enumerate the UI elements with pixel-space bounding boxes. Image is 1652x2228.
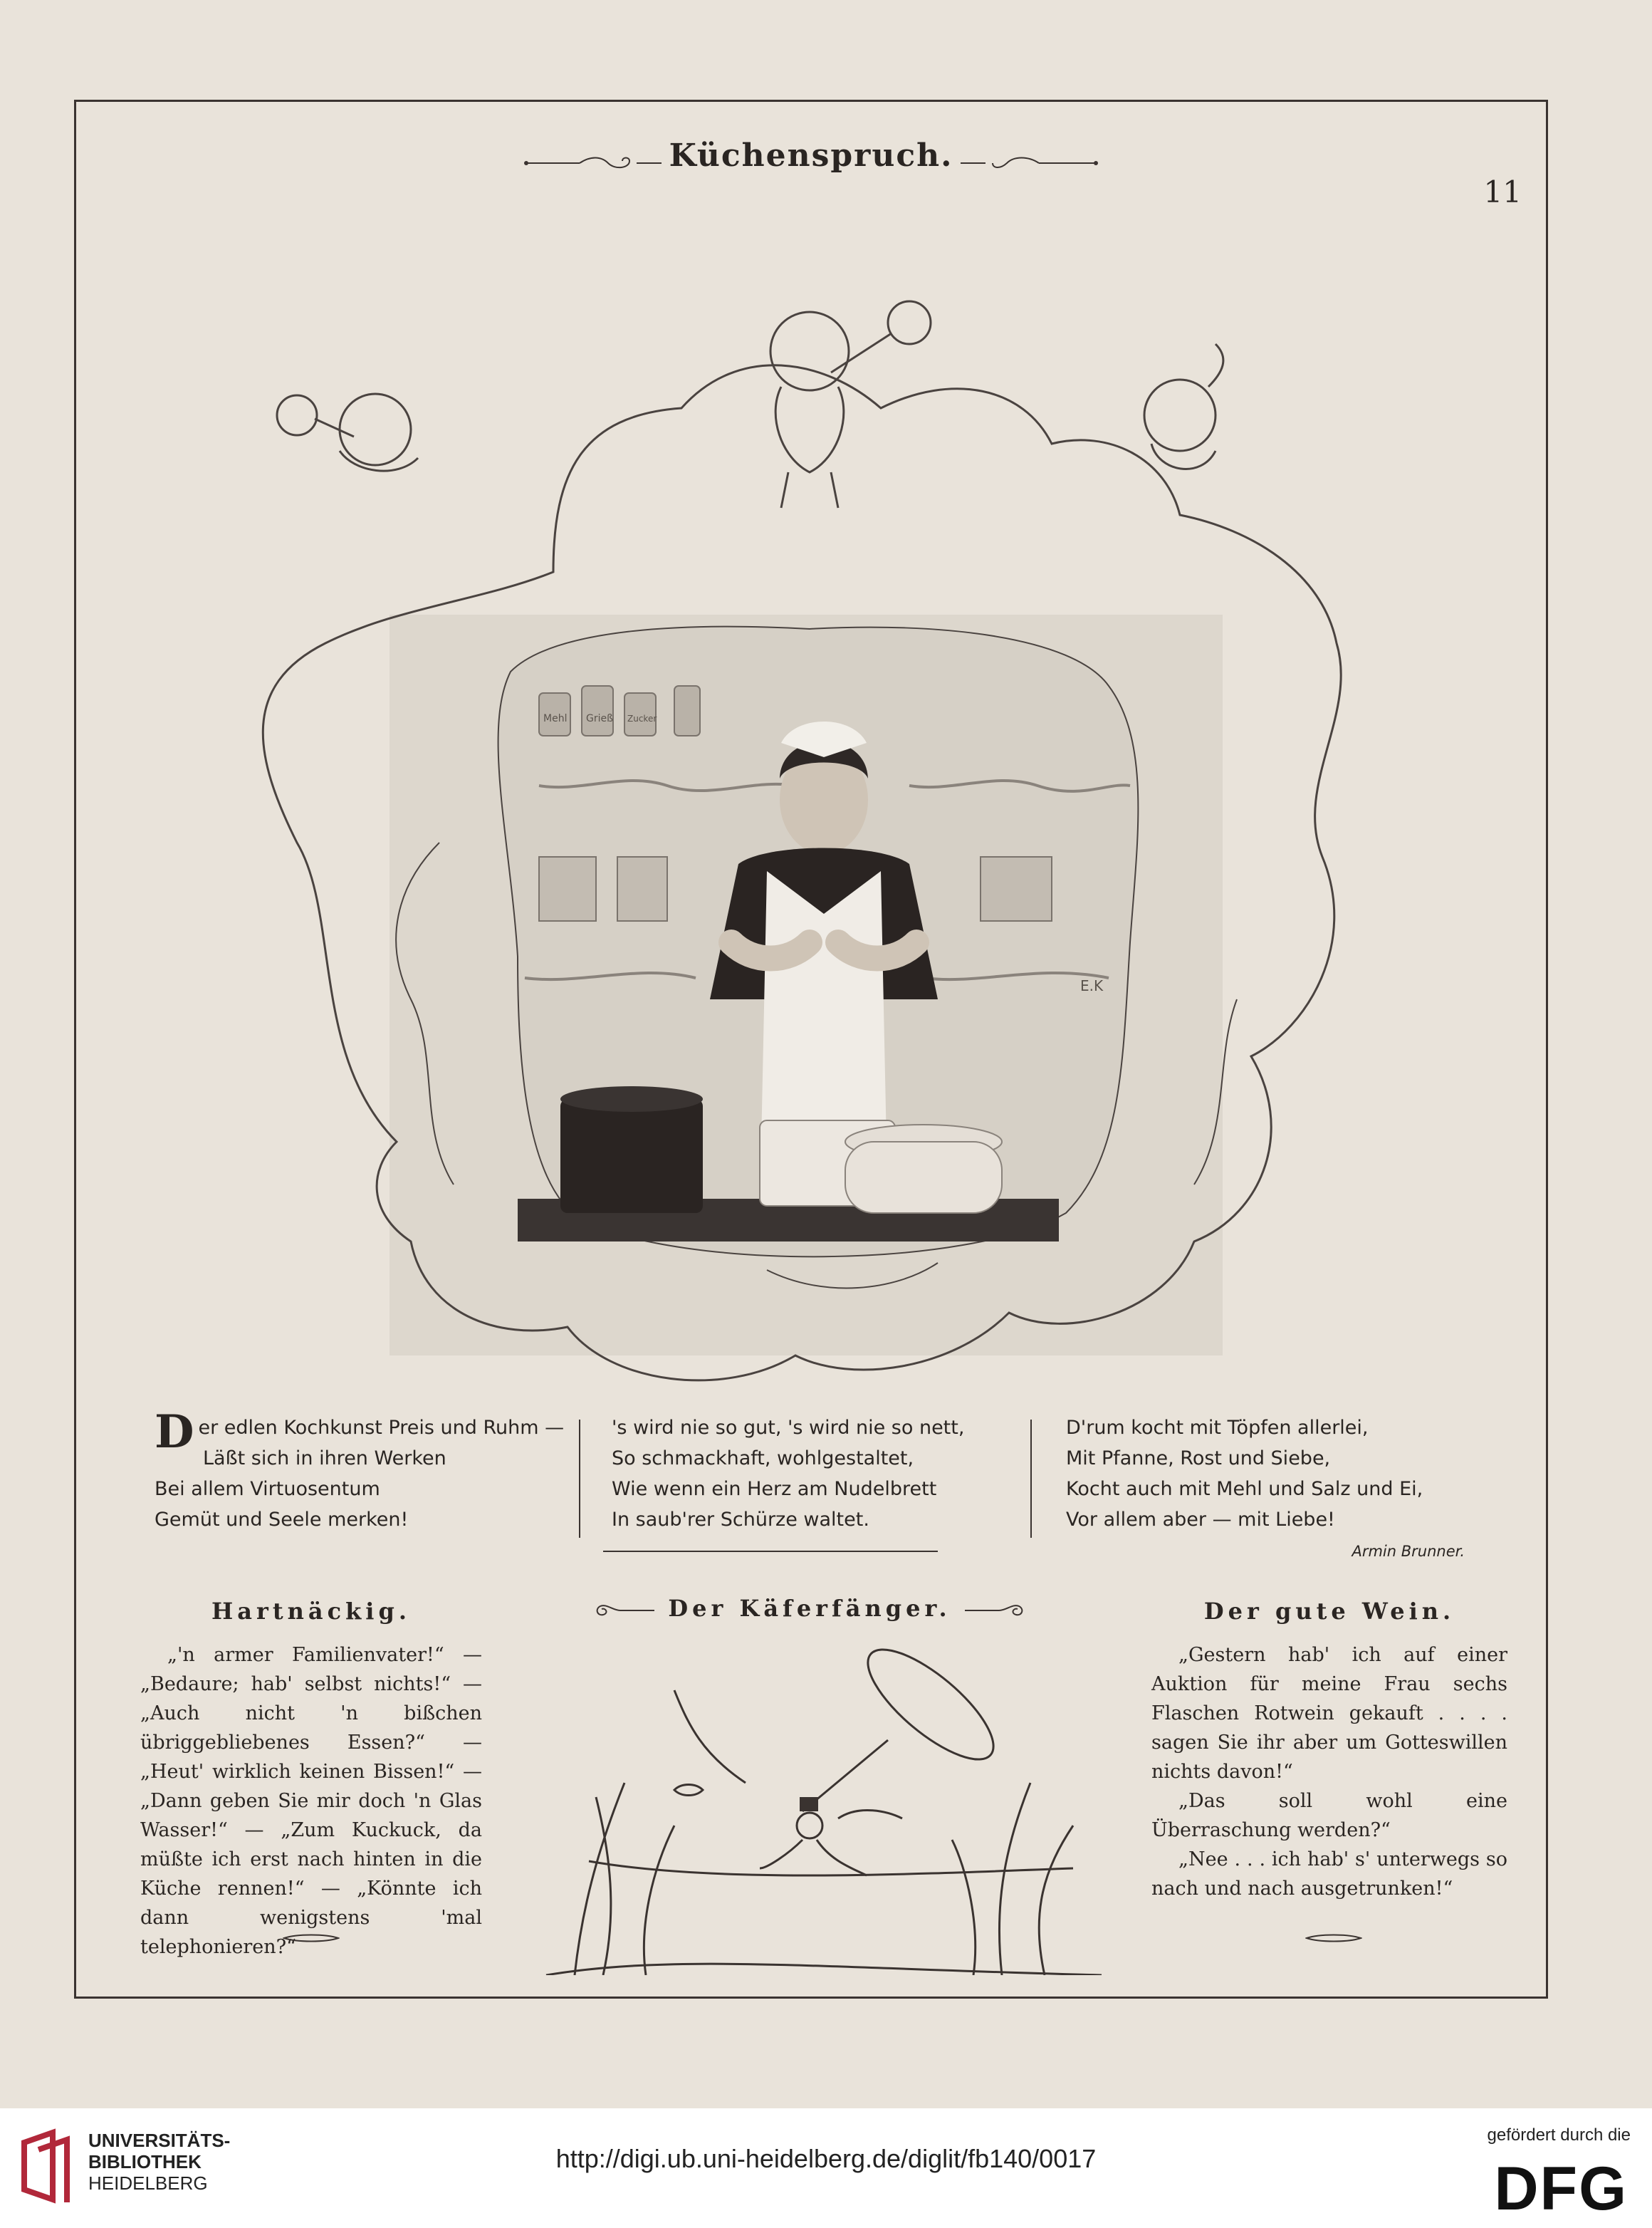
left-flourish-icon [523, 152, 665, 174]
poem-line: Wie wenn ein Herz am Nudelbrett [612, 1478, 937, 1500]
poem-line: Mit Pfanne, Rost und Siebe, [1066, 1447, 1331, 1469]
header [76, 137, 1546, 209]
page-frame [74, 100, 1548, 1999]
poem-line: er edlen Kochkunst Preis und Ruhm — [198, 1417, 565, 1439]
page-number: 11 [1483, 175, 1522, 209]
poem-line: Läßt sich in ihren Werken [203, 1447, 446, 1469]
poem-line: Kocht auch mit Mehl und Salz und Ei, [1066, 1478, 1423, 1500]
right-column-paragraph: „Das soll wohl eine Überraschung werden?“ [1151, 1790, 1507, 1841]
page-title: Küchenspruch. [669, 137, 953, 174]
column-divider [1030, 1420, 1032, 1538]
dropcap: D [155, 1405, 194, 1459]
middle-column-header [532, 1595, 1087, 1622]
right-column-text [1151, 1640, 1507, 1903]
poem-line: In saub'rer Schürze waltet. [612, 1509, 869, 1531]
digitization-footer [0, 2108, 1652, 2228]
beetle-catcher-drawing [532, 1640, 1116, 1975]
middle-column-title: Der Käferfänger. [668, 1595, 951, 1622]
black-pot [560, 1099, 703, 1213]
sponsor-caption: gefördert durch die [1487, 2125, 1631, 2145]
cherub-right [1144, 344, 1223, 469]
dfg-logo: DFG [1494, 2155, 1628, 2223]
left-scroll-icon [592, 1602, 656, 1619]
left-column-paragraph: „'n armer Familienvater!“ — „Bedaure; hab' selbst nichts!“ — „Auch nicht 'n bißchen übriggebliebenes Essen?“ — „Heut' wirklich keinen Bissen!“ — „Dann geben Sie mir doch 'n Glas Wasser!“ — „Zum Kuckuck, da müßte ich erst nach hinten in die Küche rennen!“ — „Könnte ich dann wenigstens 'mal telephonieren?“ [140, 1644, 482, 1958]
poem-line: Vor allem aber — mit Liebe! [1066, 1509, 1335, 1531]
cherub-center [770, 301, 931, 508]
right-flourish-icon [957, 152, 1099, 174]
jar-label-1: Mehl [543, 713, 568, 724]
poem-line: Bei allem Virtuosentum [155, 1478, 380, 1500]
poem-line: D'rum kocht mit Töpfen allerlei, [1066, 1417, 1369, 1439]
poem-stanza-3 [1066, 1412, 1465, 1567]
right-column-title: Der gute Wein. [1203, 1598, 1455, 1625]
end-ornament-icon [283, 1932, 340, 1944]
cherub-left [277, 394, 418, 471]
right-column-paragraph: „Gestern hab' ich auf einer Auktion für meine Frau sechs Flaschen Rotwein gekauft . . . . sagen Sie ihr aber um Gotteswillen nichts davon!“ [1151, 1644, 1507, 1783]
poem-author: Armin Brunner. [1352, 1543, 1465, 1560]
right-scroll-icon [963, 1602, 1028, 1619]
kitchen-illustration [183, 202, 1436, 1498]
left-column-title: Hartnäckig. [211, 1598, 411, 1625]
poem-stanza-2 [612, 1412, 1039, 1535]
poem-line: 's wird nie so gut, 's wird nie so nett, [612, 1417, 965, 1439]
column-divider [579, 1420, 580, 1538]
end-ornament-icon [1305, 1932, 1362, 1944]
right-column-paragraph: „Nee . . . ich hab' s' unterwegs so nach und nach ausgetrunken!“ [1151, 1848, 1507, 1900]
jar-label-3: Zucker [627, 714, 657, 724]
poem-line: So schmackhaft, wohlgestaltet, [612, 1447, 914, 1469]
library-name: UNIVERSITÄTS- BIBLIOTHEK HEIDELBERG [88, 2130, 231, 2194]
horizontal-divider [603, 1551, 938, 1552]
source-url-link[interactable]: http://digi.ub.uni-heidelberg.de/diglit/fb140/0017 [555, 2144, 1097, 2173]
left-column-text [140, 1640, 482, 1962]
artist-signature: E.K [1080, 977, 1104, 994]
jar-label-2: Grieß [586, 713, 613, 724]
poem-line: Gemüt und Seele merken! [155, 1509, 409, 1531]
poem-stanza-1 [155, 1405, 582, 1535]
